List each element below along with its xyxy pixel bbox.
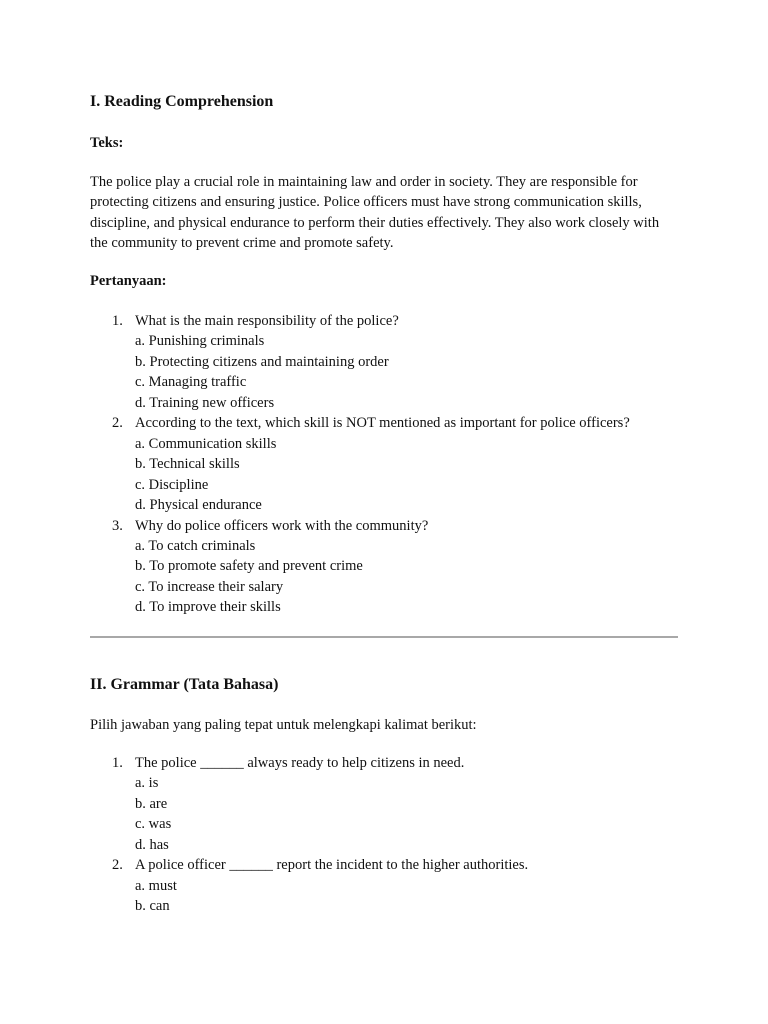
answer-option: a. Punishing criminals xyxy=(135,333,265,350)
question-number: 1. xyxy=(112,313,123,329)
grammar-question-list xyxy=(90,753,678,917)
answer-option: a. is xyxy=(135,775,159,792)
answer-option: a. To catch criminals xyxy=(135,537,256,554)
section-divider xyxy=(90,636,678,638)
answer-option: b. are xyxy=(135,795,168,812)
answer-option: b. Technical skills xyxy=(135,456,240,473)
answer-option: b. can xyxy=(135,898,170,915)
text-label: Teks: xyxy=(90,135,124,151)
answer-option: c. Managing traffic xyxy=(135,374,247,391)
question-item xyxy=(90,753,678,855)
grammar-instruction: Pilih jawaban yang paling tepat untuk melengkapi kalimat berikut: xyxy=(90,717,477,733)
question-item xyxy=(90,311,678,413)
reading-passage: The police play a crucial role in maintaining law and order in society. They are responsible for protecting citizens and ensuring justice. Police officers must have strong communication skills, discipline, and physical endurance to perform their duties effectively. They also work closely with the community to prevent crime and promote safety. xyxy=(90,174,660,251)
answer-option: a. Communication skills xyxy=(135,435,277,452)
question-item xyxy=(90,855,678,916)
answer-option: d. Physical endurance xyxy=(135,497,262,514)
section-heading-grammar: II. Grammar (Tata Bahasa) xyxy=(90,676,279,693)
question-text: What is the main responsibility of the police? xyxy=(135,313,399,329)
question-item xyxy=(90,516,678,618)
section-heading-reading-comprehension: I. Reading Comprehension xyxy=(90,93,274,110)
question-number: 2. xyxy=(112,857,123,874)
reading-question-list xyxy=(90,311,678,618)
question-text: According to the text, which skill is NOT mentioned as important for police officers? xyxy=(135,415,630,432)
questions-label: Pertanyaan: xyxy=(90,273,167,289)
answer-option: d. To improve their skills xyxy=(135,599,281,616)
question-item xyxy=(90,413,678,515)
answer-option: b. Protecting citizens and maintaining order xyxy=(135,353,389,370)
question-text: Why do police officers work with the community? xyxy=(135,517,429,534)
question-text: A police officer ______ report the incident to the higher authorities. xyxy=(135,857,529,874)
answer-option: b. To promote safety and prevent crime xyxy=(135,558,363,575)
answer-option: a. must xyxy=(135,877,177,894)
question-number: 1. xyxy=(112,755,123,771)
question-number: 3. xyxy=(112,517,123,534)
answer-option: c. was xyxy=(135,816,172,833)
answer-option: c. To increase their salary xyxy=(135,578,284,595)
answer-option: d. has xyxy=(135,836,169,853)
question-number: 2. xyxy=(112,415,123,432)
answer-option: d. Training new officers xyxy=(135,394,275,411)
question-text: The police ______ always ready to help citizens in need. xyxy=(135,755,465,771)
answer-option: c. Discipline xyxy=(135,476,209,493)
